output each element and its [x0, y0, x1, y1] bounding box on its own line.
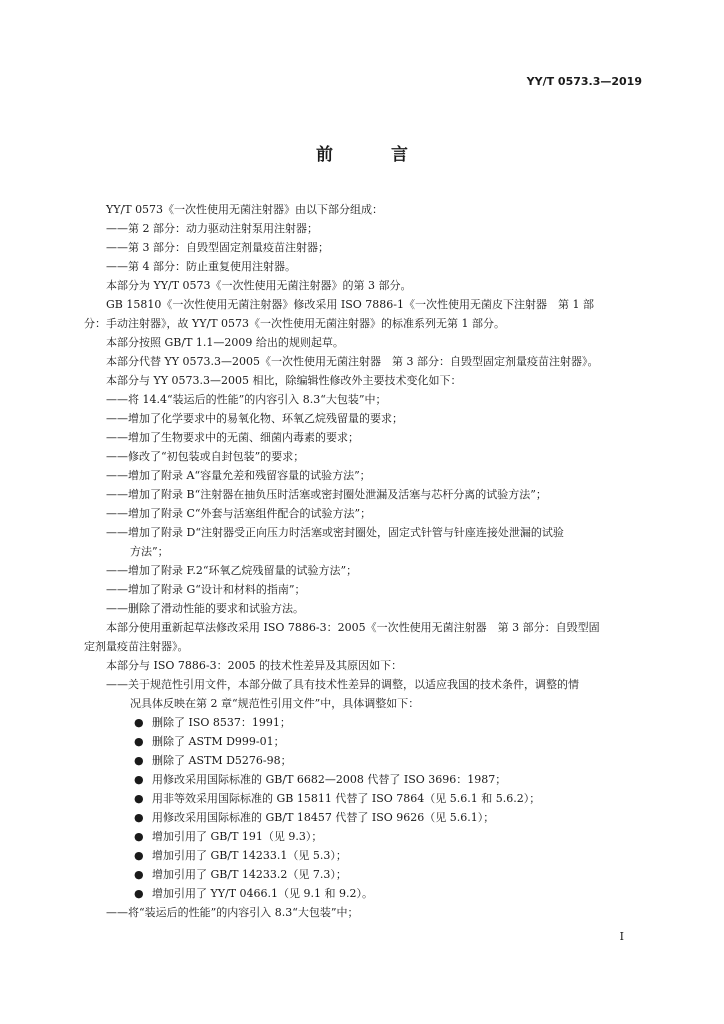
list-item: ——增加了附录 D“注射器受正向压力时活塞或密封圈处，固定式针管与针座连接处泄漏的试验: [106, 526, 564, 539]
paragraph-continuation: 分：手动注射器》，故 YY/T 0573《一次性使用无菌注射器》的标准系列无第 1 部分。: [84, 317, 506, 330]
list-item: ——将“装运后的性能”的内容引入 8.3“大包装”中；: [106, 906, 359, 919]
list-item: ——增加了附录 C“外套与活塞组件配合的试验方法”；: [106, 507, 372, 520]
bullet-text: 增加引用了 GB/T 14233.2（见 7.3）；: [152, 868, 347, 881]
bullet-item: [84, 713, 644, 732]
list-item: ——增加了附录 F.2“环氧乙烷残留量的试验方法”；: [106, 564, 358, 577]
list-item: ——第 3 部分：自毁型固定剂量疫苗注射器；: [106, 241, 329, 254]
paragraph: GB 15810《一次性使用无菌注射器》修改采用 ISO 7886-1《一次性使用无菌皮下注射器 第 1 部: [106, 298, 594, 311]
page-number: I: [619, 930, 624, 943]
bullet-text: 删除了 ASTM D5276-98；: [152, 754, 292, 767]
list-item: ——关于规范性引用文件，本部分做了具有技术性差异的调整，以适应我国的技术条件，调整的情: [106, 678, 579, 691]
bullet-item: [84, 865, 644, 884]
list-item: ——增加了附录 B“注射器在抽负压时活塞或密封圈处泄漏及活塞与芯杆分离的试验方法”；: [106, 488, 547, 501]
list-item-continuation: 况具体反映在第 2 章“规范性引用文件”中，具体调整如下：: [130, 697, 420, 710]
list-item-continuation: 方法”；: [130, 545, 169, 558]
list-item: ——增加了附录 G“设计和材料的指南”；: [106, 583, 306, 596]
list-item: ——将 14.4“装运后的性能”的内容引入 8.3“大包装”中；: [106, 393, 387, 406]
bullet-item: [84, 732, 644, 751]
bullet-text: 用修改采用国际标准的 GB/T 18457 代替了 ISO 9626（见 5.6.1）；: [152, 811, 495, 824]
bullet-text: 用修改采用国际标准的 GB/T 6682—2008 代替了 ISO 3696：1987；: [152, 773, 507, 786]
bullet-text: 增加引用了 YY/T 0466.1（见 9.1 和 9.2）。: [152, 887, 374, 900]
bullet-text: 用非等效采用国际标准的 GB 15811 代替了 ISO 7864（见 5.6.1 和 5.6.2）；: [152, 792, 541, 805]
bullet-item: [84, 751, 644, 770]
paragraph: 本部分代替 YY 0573.3—2005《一次性使用无菌注射器 第 3 部分：自毁型固定剂量疫苗注射器》。: [106, 355, 599, 368]
bullet-item: [84, 789, 644, 808]
list-item: ——增加了生物要求中的无菌、细菌内毒素的要求；: [106, 431, 359, 444]
paragraph: 本部分与 YY 0573.3—2005 相比，除编辑性修改外主要技术变化如下：: [106, 374, 462, 387]
bullet-item: [84, 808, 644, 827]
bullet-text: 删除了 ASTM D999-01；: [152, 735, 285, 748]
paragraph: YY/T 0573《一次性使用无菌注射器》由以下部分组成：: [106, 203, 384, 216]
paragraph: 本部分为 YY/T 0573《一次性使用无菌注射器》的第 3 部分。: [106, 279, 412, 292]
list-item: ——第 4 部分：防止重复使用注射器。: [106, 260, 296, 273]
paragraph: 本部分使用重新起草法修改采用 ISO 7886-3：2005《一次性使用无菌注射器 第 3 部分：自毁型固: [106, 621, 600, 634]
bullet-text: 增加引用了 GB/T 14233.1（见 5.3）；: [152, 849, 347, 862]
list-item: ——增加了化学要求中的易氧化物、环氧乙烷残留量的要求；: [106, 412, 403, 425]
bullet-icon: ●: [134, 773, 144, 786]
bullet-icon: ●: [134, 811, 144, 824]
bullet-icon: ●: [134, 849, 144, 862]
list-item: ——修改了“初包装或自封包装”的要求；: [106, 450, 305, 463]
bullet-item: [84, 770, 644, 789]
bullet-item: [84, 846, 644, 865]
bullet-icon: ●: [134, 754, 144, 767]
page-title: 前 言: [316, 145, 434, 165]
paragraph: 本部分与 ISO 7886-3：2005 的技术性差异及其原因如下：: [106, 659, 403, 672]
bullet-text: 增加引用了 GB/T 191（见 9.3）；: [152, 830, 323, 843]
bullet-icon: ●: [134, 887, 144, 900]
bullet-icon: ●: [134, 830, 144, 843]
paragraph-continuation: 定剂量疫苗注射器》。: [84, 640, 189, 653]
document-body: [84, 200, 644, 922]
bullet-item: [84, 827, 644, 846]
bullet-text: 删除了 ISO 8537：1991；: [152, 716, 291, 729]
bullet-icon: ●: [134, 735, 144, 748]
list-item: ——删除了滑动性能的要求和试验方法。: [106, 602, 304, 615]
bullet-icon: ●: [134, 792, 144, 805]
bullet-item: [84, 884, 644, 903]
paragraph: 本部分按照 GB/T 1.1—2009 给出的规则起草。: [106, 336, 344, 349]
document-code: YY/T 0573.3—2019: [526, 75, 642, 88]
bullet-icon: ●: [134, 868, 144, 881]
list-item: ——增加了附录 A“容量允差和残留容量的试验方法”；: [106, 469, 371, 482]
bullet-icon: ●: [134, 716, 144, 729]
list-item: ——第 2 部分：动力驱动注射泵用注射器；: [106, 222, 318, 235]
